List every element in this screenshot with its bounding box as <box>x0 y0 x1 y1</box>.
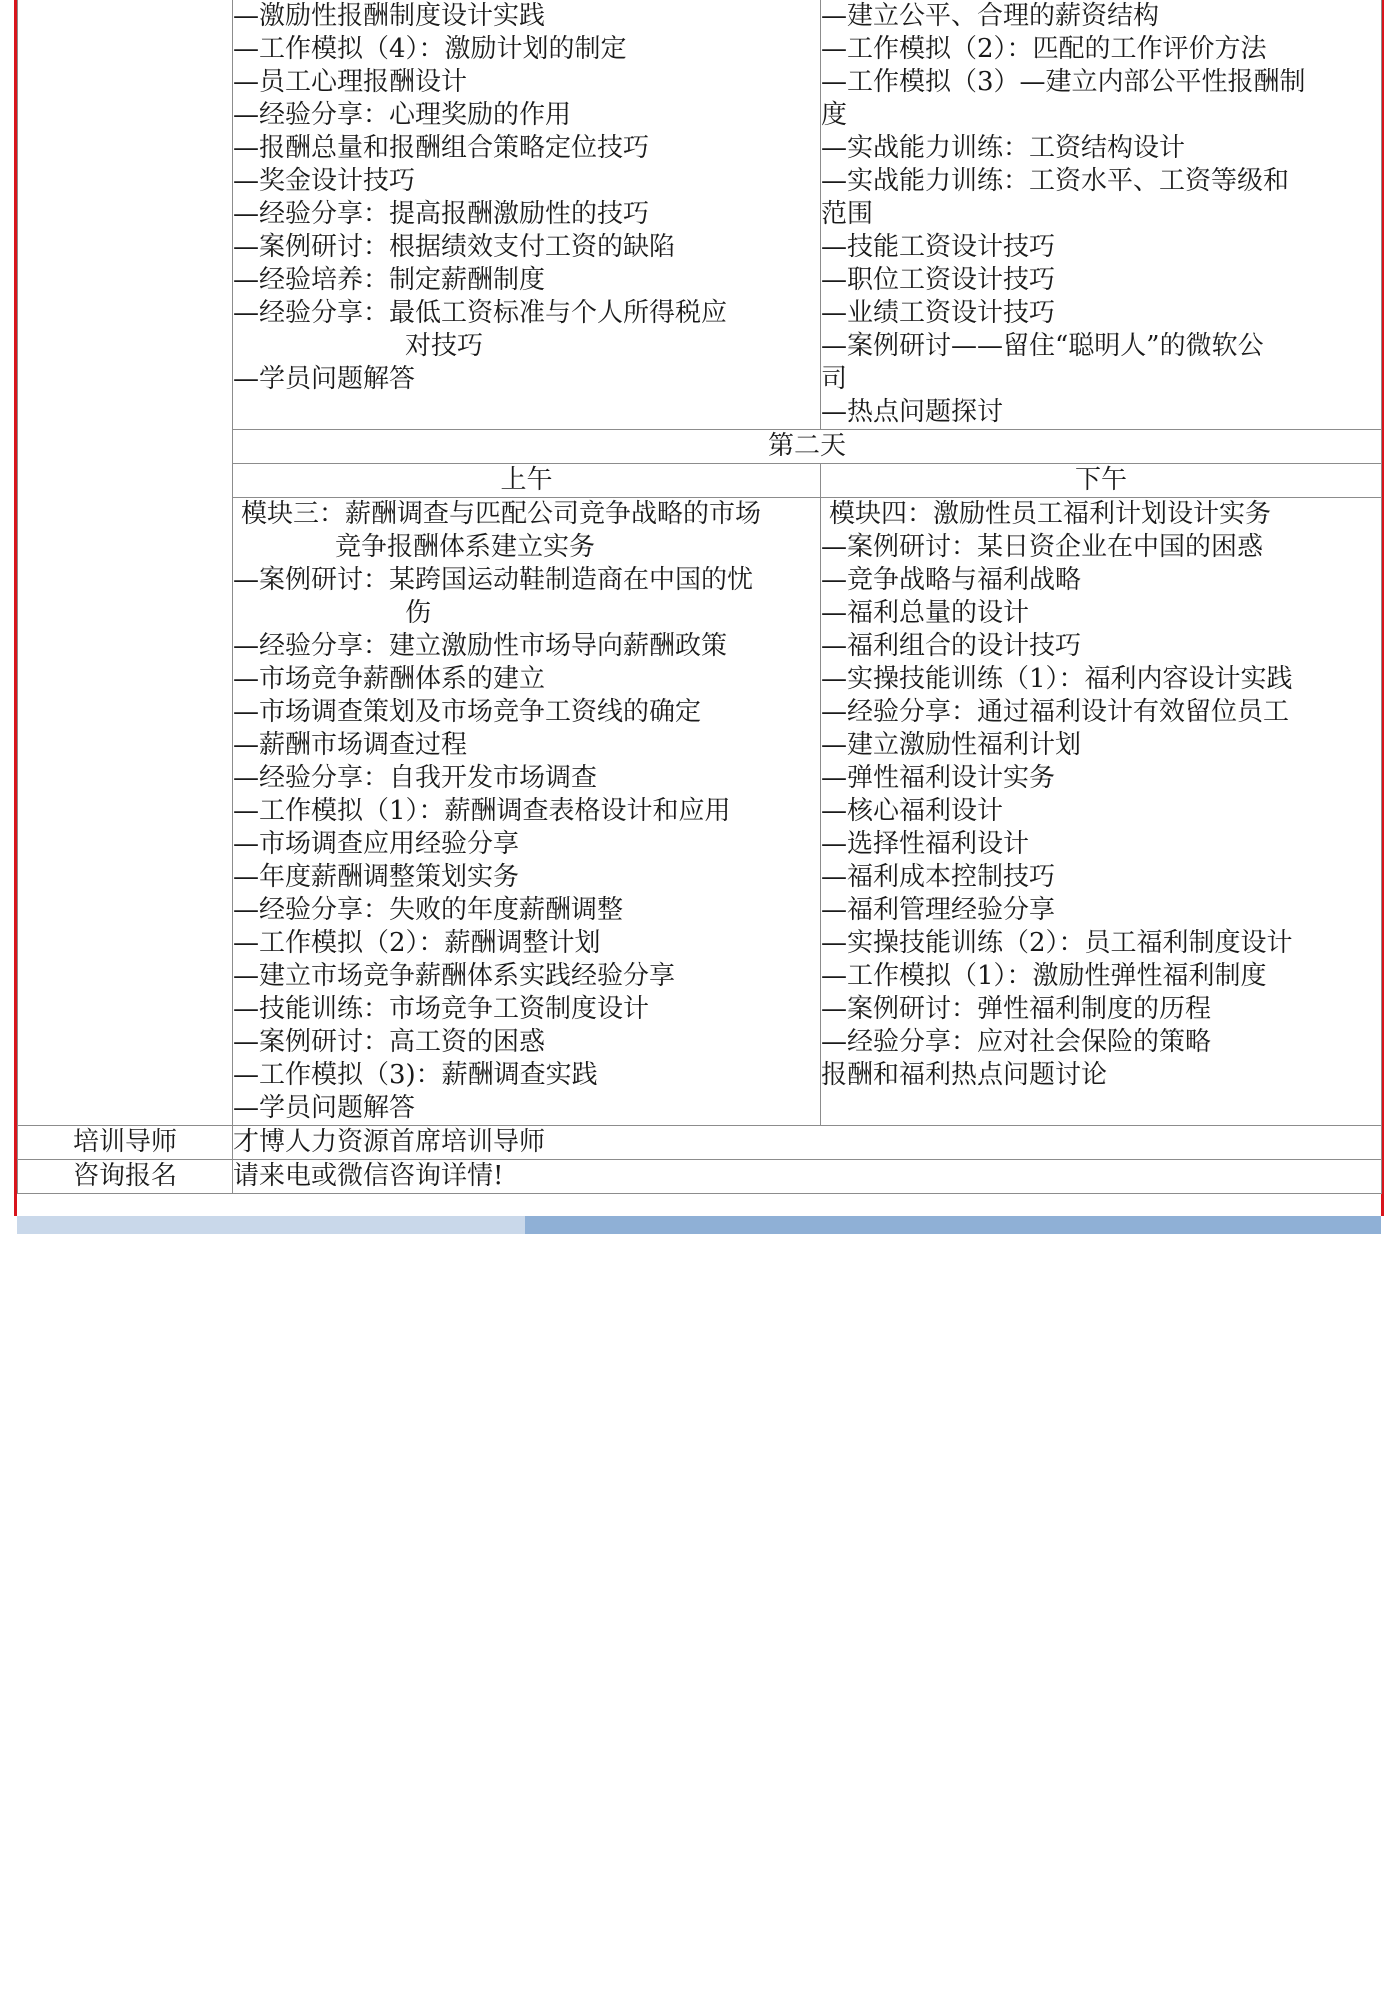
module-title: 模块三：薪酬调查与匹配公司竞争战略的市场 <box>241 499 762 529</box>
list-item: —建立激励性福利计划 <box>821 730 1082 760</box>
day-title: 第二天 <box>233 430 1382 464</box>
day1-pm-content <box>821 0 1382 430</box>
list-item: —技能工资设计技巧 <box>821 232 1056 262</box>
list-item: —技能训练：市场竞争工资制度设计 <box>233 994 650 1024</box>
list-item: —经验分享：最低工资标准与个人所得税应 <box>233 298 728 328</box>
list-item: 对技巧 <box>405 331 484 361</box>
list-item: —经验分享：自我开发市场调查 <box>233 763 598 793</box>
list-item: —实战能力训练：工资水平、工资等级和 <box>821 166 1290 196</box>
list-item: —工作模拟（2）：薪酬调整计划 <box>233 928 601 958</box>
list-item: —工作模拟（1）：激励性弹性福利制度 <box>821 961 1267 991</box>
trainer-label: 培训导师 <box>18 1126 233 1160</box>
list-item: —学员问题解答 <box>233 1093 416 1123</box>
list-item: —福利成本控制技巧 <box>821 862 1056 892</box>
list-item: —建立公平、合理的薪资结构 <box>821 1 1160 31</box>
list-item: —工作模拟（2）：匹配的工作评价方法 <box>821 34 1267 64</box>
list-item: —年度薪酬调整策划实务 <box>233 862 520 892</box>
trainer-value: 才博人力资源首席培训导师 <box>233 1126 1382 1160</box>
list-item: —竞争战略与福利战略 <box>821 565 1082 595</box>
module-title: 模块四：激励性员工福利计划设计实务 <box>829 499 1272 529</box>
list-item: —弹性福利设计实务 <box>821 763 1056 793</box>
list-item: —工作模拟（3）—建立内部公平性报酬制 <box>821 67 1306 97</box>
list-item: —经验分享：应对社会保险的策略 <box>821 1027 1212 1057</box>
list-item: —经验分享：建立激励性市场导向薪酬政策 <box>233 631 728 661</box>
list-item: —经验分享：心理奖励的作用 <box>233 100 572 130</box>
day1-am-content <box>233 0 821 430</box>
list-item: —热点问题探讨 <box>821 397 1004 427</box>
consult-label: 咨询报名 <box>18 1160 233 1194</box>
module-title-continued: 竞争报酬体系建立实务 <box>335 532 596 562</box>
list-item: —市场竞争薪酬体系的建立 <box>233 664 546 694</box>
list-item: 度 <box>821 100 848 130</box>
list-item: —案例研讨：某日资企业在中国的困惑 <box>821 532 1264 562</box>
footer-bar-light <box>17 1216 525 1234</box>
list-item: 司 <box>821 364 848 394</box>
list-item: —核心福利设计 <box>821 796 1004 826</box>
list-item: —激励性报酬制度设计实践 <box>233 1 546 31</box>
list-item: —薪酬市场调查过程 <box>233 730 468 760</box>
footer-bar-dark <box>525 1216 1381 1234</box>
table-row <box>18 1126 1382 1160</box>
list-item: —福利管理经验分享 <box>821 895 1056 925</box>
pm-header: 下午 <box>821 464 1382 498</box>
list-item: —工作模拟（4）：激励计划的制定 <box>233 34 627 64</box>
list-item: —奖金设计技巧 <box>233 166 416 196</box>
list-item: —案例研讨：根据绩效支付工资的缺陷 <box>233 232 676 262</box>
list-item: —案例研讨：高工资的困惑 <box>233 1027 546 1057</box>
course-schedule-table <box>17 0 1382 1194</box>
list-item: —经验分享：提高报酬激励性的技巧 <box>233 199 650 229</box>
day2-pm-content <box>821 498 1382 1126</box>
list-item: —报酬总量和报酬组合策略定位技巧 <box>233 133 650 163</box>
am-header: 上午 <box>233 464 821 498</box>
list-item: —实操技能训练（2）：员工福利制度设计 <box>821 928 1293 958</box>
list-item: —员工心理报酬设计 <box>233 67 468 97</box>
label-cell-empty <box>18 0 233 1126</box>
list-item: 伤 <box>405 598 432 628</box>
list-item: —建立市场竞争薪酬体系实践经验分享 <box>233 961 676 991</box>
list-item: —业绩工资设计技巧 <box>821 298 1056 328</box>
list-item: —职位工资设计技巧 <box>821 265 1056 295</box>
list-item: —实操技能训练（1）：福利内容设计实践 <box>821 664 1293 694</box>
footer-color-bar <box>17 1216 1381 1234</box>
list-item: —工作模拟（1）：薪酬调查表格设计和应用 <box>233 796 731 826</box>
table-row <box>18 0 1382 430</box>
list-item: —工作模拟（3)：薪酬调查实践 <box>233 1060 598 1090</box>
list-item: —学员问题解答 <box>233 364 416 394</box>
list-item: —案例研讨：弹性福利制度的历程 <box>821 994 1212 1024</box>
day2-am-content <box>233 498 821 1126</box>
list-item: —实战能力训练：工资结构设计 <box>821 133 1186 163</box>
list-item: 报酬和福利热点问题讨论 <box>821 1060 1108 1090</box>
list-item: —市场调查策划及市场竞争工资线的确定 <box>233 697 702 727</box>
list-item: 范围 <box>821 199 874 229</box>
list-item: —经验培养：制定薪酬制度 <box>233 265 546 295</box>
consult-value: 请来电或微信咨询详情! <box>233 1160 1382 1194</box>
list-item: —案例研讨：某跨国运动鞋制造商在中国的忧 <box>233 565 754 595</box>
list-item: —经验分享：通过福利设计有效留位员工 <box>821 697 1290 727</box>
list-item: —福利组合的设计技巧 <box>821 631 1082 661</box>
list-item: —案例研讨——留住“聪明人”的微软公 <box>821 331 1264 361</box>
list-item: —市场调查应用经验分享 <box>233 829 520 859</box>
list-item: —选择性福利设计 <box>821 829 1030 859</box>
table-row <box>18 1160 1382 1194</box>
list-item: —经验分享：失败的年度薪酬调整 <box>233 895 624 925</box>
list-item: —福利总量的设计 <box>821 598 1030 628</box>
